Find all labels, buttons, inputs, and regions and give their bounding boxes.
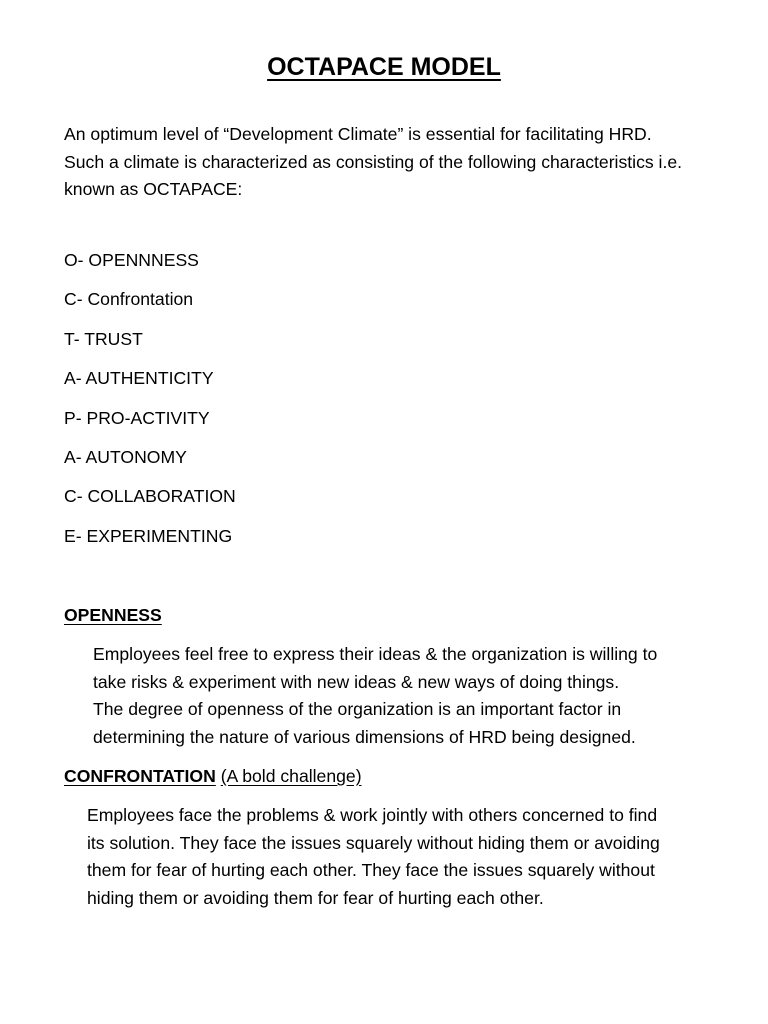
intro-line: An optimum level of “Development Climate” is essential for facilitating HRD. (64, 124, 652, 144)
list-item: A- AUTHENTICITY (64, 368, 214, 389)
openness-line: take risks & experiment with new ideas & new ways of doing things. (93, 671, 620, 692)
page-title-text: OCTAPACE MODEL (267, 53, 501, 81)
openness-line: determining the nature of various dimensions of HRD being designed. (93, 726, 636, 747)
octapace-list (64, 247, 236, 562)
openness-heading (64, 602, 162, 629)
confrontation-subheading: (A bold challenge) (220, 766, 362, 786)
list-item: O- OPENNNESS (64, 250, 199, 270)
openness-line: The degree of openness of the organization is an important factor in (93, 699, 622, 720)
intro-line: known as OCTAPACE: (64, 179, 243, 199)
openness-heading-text: OPENNESS (64, 605, 162, 625)
list-item: T- TRUST (64, 328, 143, 349)
confrontation-line: Employees face the problems & work jointly with others concerned to find (87, 805, 658, 825)
page-title (0, 51, 768, 83)
list-item: A- AUTONOMY (64, 446, 187, 467)
openness-line: Employees feel free to express their ideas & the organization is willing to (93, 644, 658, 664)
list-item: P- PRO-ACTIVITY (64, 407, 210, 428)
confrontation-line: its solution. They face the issues squarely without hiding them or avoiding (87, 832, 660, 853)
openness-paragraph (93, 641, 657, 751)
list-item: E- EXPERIMENTING (64, 525, 233, 546)
confrontation-line: them for fear of hurting each other. They face the issues squarely without (87, 860, 655, 881)
confrontation-heading (64, 763, 362, 790)
confrontation-line: hiding them or avoiding them for fear of hurting each other. (87, 887, 544, 908)
intro-line: Such a climate is characterized as consisting of the following characteristics i.e. (64, 151, 683, 172)
list-item: C- COLLABORATION (64, 486, 236, 507)
confrontation-heading-text: CONFRONTATION (64, 766, 216, 786)
intro-paragraph (64, 121, 744, 204)
confrontation-paragraph (87, 802, 660, 912)
list-item: C- Confrontation (64, 289, 194, 310)
